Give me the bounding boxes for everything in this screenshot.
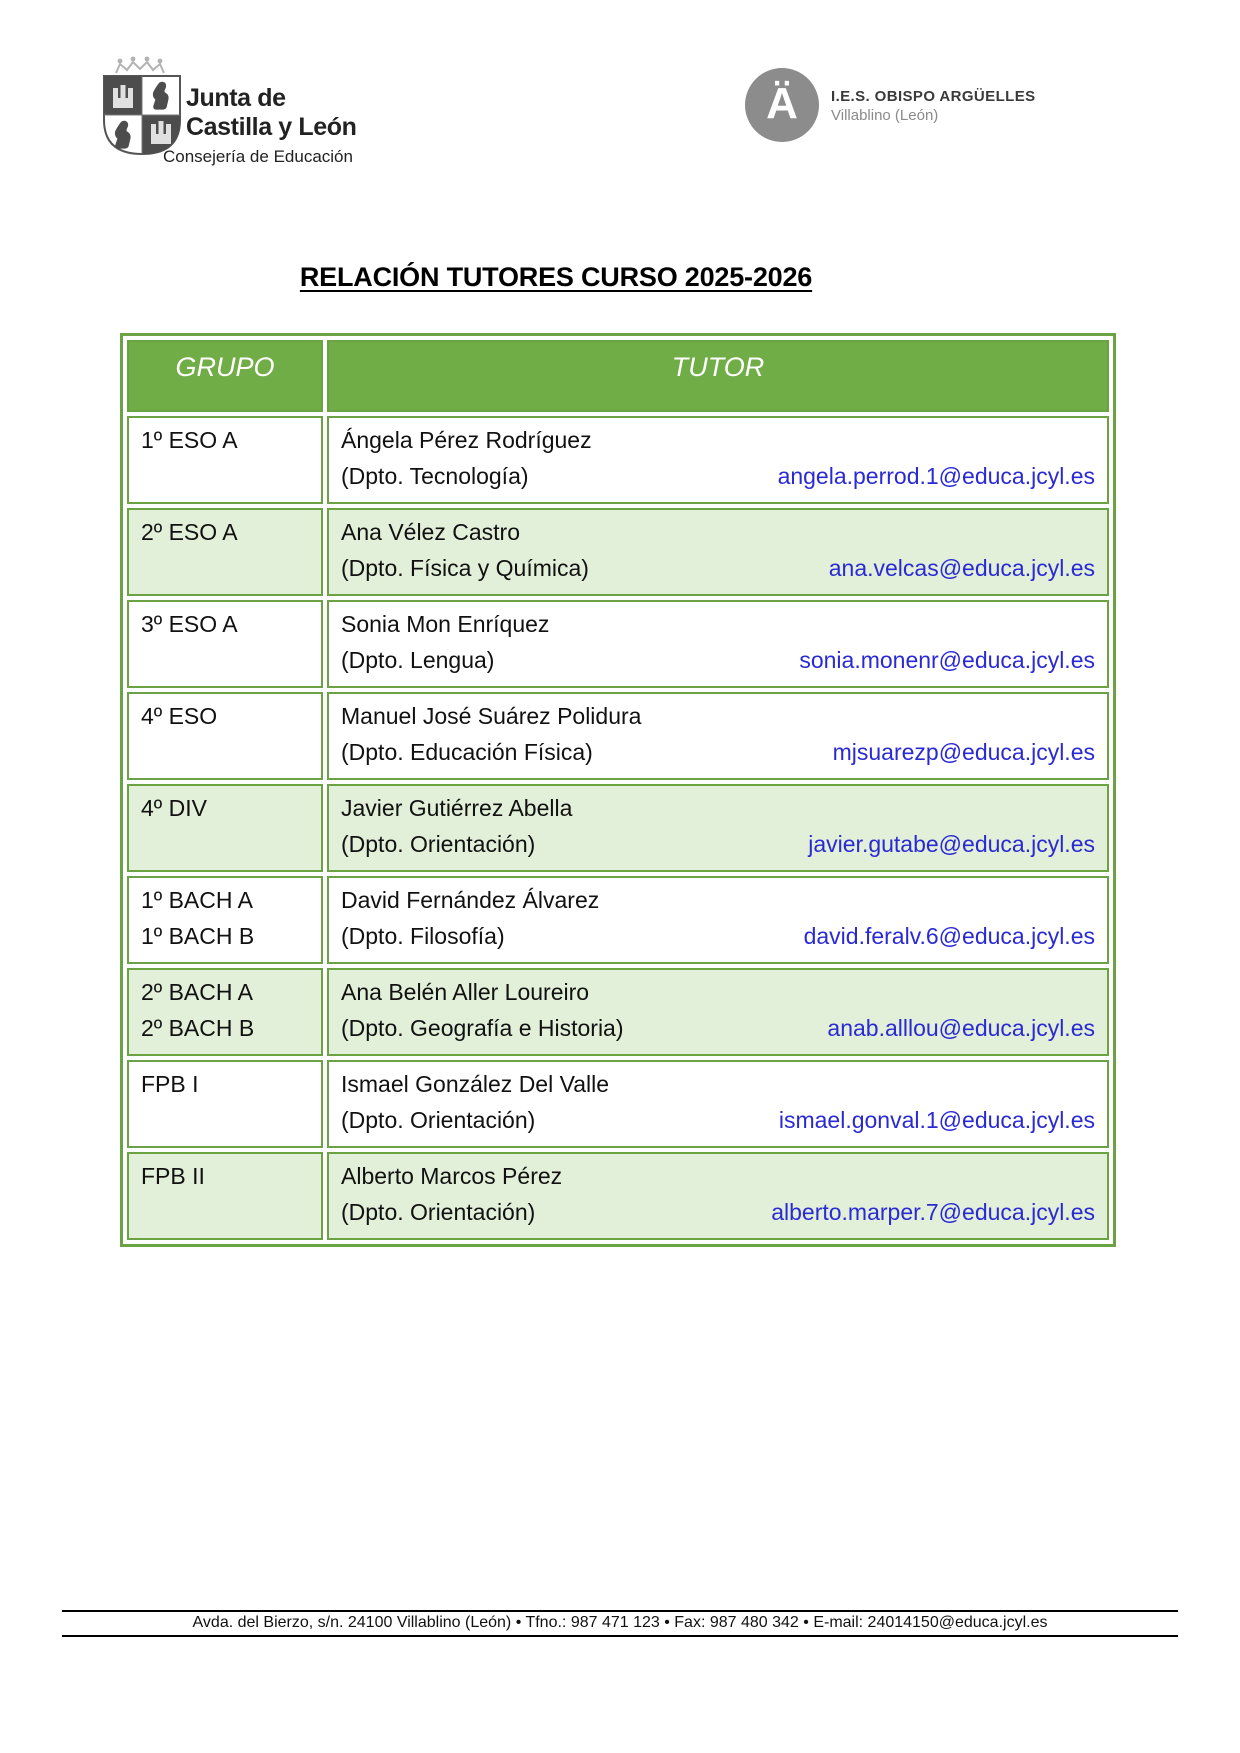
consejeria-label: Consejería de Educación <box>163 147 353 166</box>
tutor-name: Javier Gutiérrez Abella <box>341 795 573 821</box>
grupo-label: FPB II <box>141 1163 205 1189</box>
grupo-cell <box>127 416 323 504</box>
tutor-cell <box>327 508 1109 596</box>
table-row <box>127 692 1109 780</box>
grupo-label: 3º ESO A <box>141 611 238 637</box>
tutor-department: (Dpto. Orientación) <box>341 831 536 857</box>
tutor-cell <box>327 876 1109 964</box>
tutor-email-link[interactable]: anab.alllou@educa.jcyl.es <box>827 1015 1095 1041</box>
tutor-cell <box>327 1152 1109 1240</box>
grupo-cell <box>127 692 323 780</box>
tutors-table <box>120 333 1116 1247</box>
school-logo-initial: Ä <box>766 79 798 128</box>
table-row <box>127 600 1109 688</box>
grupo-label: 2º ESO A <box>141 519 238 545</box>
tutor-name: David Fernández Álvarez <box>341 887 600 913</box>
junta-castilla-leon-shield-icon <box>100 56 184 156</box>
grupo-label: 1º BACH B <box>141 923 255 949</box>
tutor-email-link[interactable]: alberto.marper.7@educa.jcyl.es <box>771 1199 1095 1225</box>
school-name: I.E.S. OBISPO ARGÜELLES <box>831 88 1036 105</box>
tutor-department: (Dpto. Orientación) <box>341 1107 536 1133</box>
tutor-cell <box>327 416 1109 504</box>
junta-line2: Castilla y León <box>186 113 357 141</box>
tutor-name: Ismael González Del Valle <box>341 1071 610 1097</box>
page-footer: Avda. del Bierzo, s/n. 24100 Villablino (León) • Tfno.: 987 471 123 • Fax: 987 480 342 • E-mail: 24014150@educa.jcyl.es <box>62 1610 1178 1637</box>
tutor-name: Manuel José Suárez Polidura <box>341 703 642 729</box>
grupo-cell <box>127 1060 323 1148</box>
tutor-department: (Dpto. Tecnología) <box>341 463 529 489</box>
grupo-cell <box>127 600 323 688</box>
grupo-cell <box>127 876 323 964</box>
tutor-cell <box>327 1060 1109 1148</box>
tutor-cell <box>327 692 1109 780</box>
junta-logo-text <box>186 84 356 142</box>
tutor-name: Ángela Pérez Rodríguez <box>341 427 592 453</box>
tutor-name: Ana Vélez Castro <box>341 519 520 545</box>
tutor-cell <box>327 784 1109 872</box>
tutor-email-link[interactable]: javier.gutabe@educa.jcyl.es <box>808 831 1095 857</box>
tutor-email-link[interactable]: ana.velcas@educa.jcyl.es <box>828 555 1095 581</box>
table-row <box>127 784 1109 872</box>
tutor-department: (Dpto. Filosofía) <box>341 923 505 949</box>
table-row <box>127 1152 1109 1240</box>
grupo-cell <box>127 1152 323 1240</box>
tutor-name: Alberto Marcos Pérez <box>341 1163 563 1189</box>
column-header-grupo: GRUPO <box>127 340 323 412</box>
tutor-department: (Dpto. Geografía e Historia) <box>341 1015 624 1041</box>
grupo-label: 1º BACH A <box>141 887 253 913</box>
grupo-label: 4º ESO <box>141 703 218 729</box>
table-row <box>127 1060 1109 1148</box>
grupo-cell <box>127 784 323 872</box>
tutor-department: (Dpto. Física y Química) <box>341 555 589 581</box>
table-header-row <box>127 340 1109 412</box>
page-title: RELACIÓN TUTORES CURSO 2025-2026 <box>299 262 813 292</box>
tutor-email-link[interactable]: angela.perrod.1@educa.jcyl.es <box>777 463 1095 489</box>
tutor-name: Sonia Mon Enríquez <box>341 611 550 637</box>
table-row <box>127 416 1109 504</box>
school-identity <box>831 87 1036 125</box>
tutor-department: (Dpto. Orientación) <box>341 1199 536 1225</box>
grupo-label: 4º DIV <box>141 795 207 821</box>
tutor-name: Ana Belén Aller Loureiro <box>341 979 590 1005</box>
table-row <box>127 968 1109 1056</box>
school-logo-icon <box>745 68 819 142</box>
tutor-email-link[interactable]: ismael.gonval.1@educa.jcyl.es <box>778 1107 1095 1133</box>
tutor-email-link[interactable]: david.feralv.6@educa.jcyl.es <box>803 923 1095 949</box>
tutor-email-link[interactable]: mjsuarezp@educa.jcyl.es <box>832 739 1095 765</box>
tutor-department: (Dpto. Educación Física) <box>341 739 593 765</box>
tutor-email-link[interactable]: sonia.monenr@educa.jcyl.es <box>799 647 1095 673</box>
grupo-label: FPB I <box>141 1071 199 1097</box>
grupo-label: 1º ESO A <box>141 427 238 453</box>
grupo-label: 2º BACH A <box>141 979 253 1005</box>
table-row <box>127 508 1109 596</box>
tutor-cell <box>327 600 1109 688</box>
junta-line1: Junta de <box>186 84 286 112</box>
school-location: Villablino (León) <box>831 107 939 124</box>
grupo-cell <box>127 508 323 596</box>
grupo-label: 2º BACH B <box>141 1015 255 1041</box>
tutor-cell <box>327 968 1109 1056</box>
table-row <box>127 876 1109 964</box>
tutor-department: (Dpto. Lengua) <box>341 647 495 673</box>
column-header-tutor: TUTOR <box>327 340 1109 412</box>
grupo-cell <box>127 968 323 1056</box>
